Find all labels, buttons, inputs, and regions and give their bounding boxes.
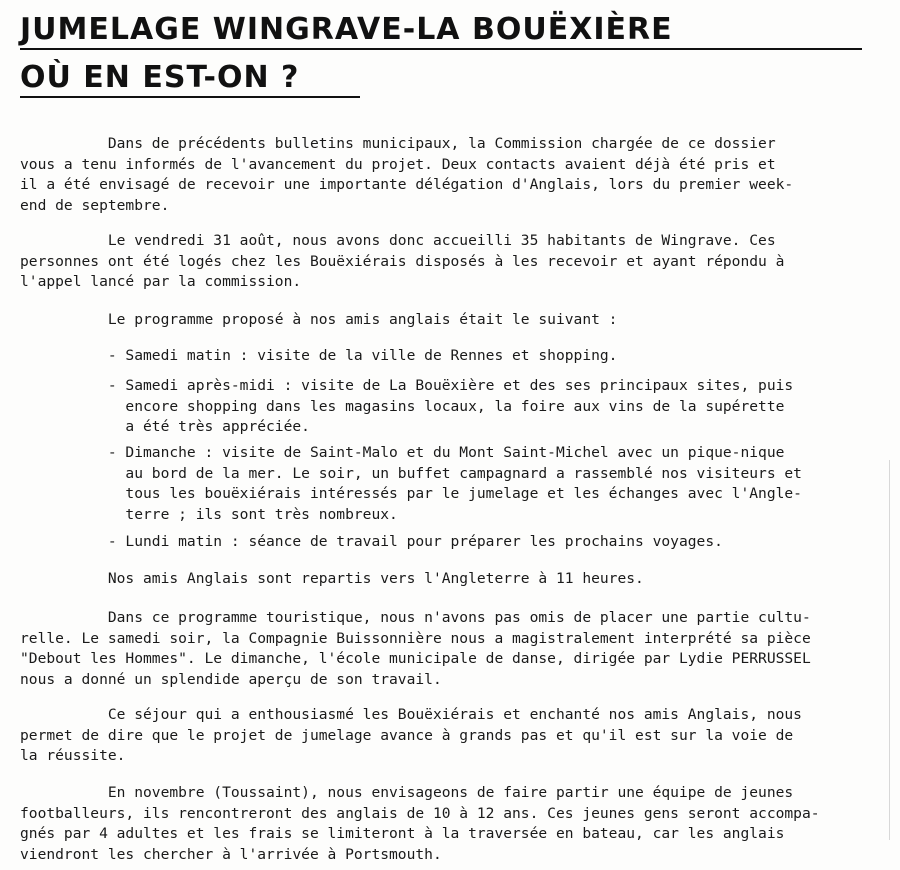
title-line-1: JUMELAGE WINGRAVE-LA BOUËXIÈRE (20, 12, 673, 47)
page-edge-shadow (889, 460, 890, 840)
title-line-2: OÙ EN EST-ON ? (20, 60, 300, 95)
paragraph-departure: Nos amis Anglais sont repartis vers l'Angleterre à 11 heures. (20, 570, 644, 587)
program-item-monday-morning: - Lundi matin : séance de travail pour préparer les prochains voyages. (20, 533, 723, 550)
paragraph-arrival: Le vendredi 31 août, nous avons donc accueilli 35 habitants de Wingrave. Ces personnes ont été logés chez les Bouëxiérais disposés à les recevoir et ayant répondu à l'appel lancé par la commission. (20, 232, 785, 290)
paragraph-intro: Dans de précédents bulletins municipaux, la Commission chargée de ce dossier vous a tenu informés de l'avancement du projet. Deux contacts avaient déjà été pris et il a été envisagé de recevoir une importante délégation d'Anglais, lors du premier week- end de septembre. (20, 135, 794, 214)
paragraph-program-intro: Le programme proposé à nos amis anglais était le suivant : (20, 311, 618, 328)
title-underline-2 (20, 96, 360, 98)
paragraph-november: En novembre (Toussaint), nous envisageons de faire partir une équipe de jeunes footballeurs, ils rencontreront des anglais de 10 à 12 ans. Ces jeunes gens seront accompa- gnés par 4 adultes et les frais se limiteront à la traversée en bateau, car les anglais viendront les chercher à l'arrivée à Portsmouth. (20, 784, 820, 863)
title-underline-1 (20, 48, 862, 50)
program-item-sunday: - Dimanche : visite de Saint-Malo et du Mont Saint-Michel avec un pique-nique au bord de la mer. Le soir, un buffet campagnard a rassemblé nos visiteurs et tous les bouëxiérais intéressés par le jumelage et les échanges avec l'Angle- terre ; ils sont très nombreux. (107, 444, 802, 523)
paragraph-culture: Dans ce programme touristique, nous n'avons pas omis de placer une partie cultu- relle. Le samedi soir, la Compagnie Buissonnière nous a magistralement interprété sa pièce "Debout les Hommes". Le dimanche, l'école municipale de danse, dirigée par Lydie PERRUSSEL nous a donné un splendide aperçu de son travail. (20, 609, 811, 688)
program-item-saturday-afternoon: - Samedi après-midi : visite de La Bouëxière et des ses principaux sites, puis encore shopping dans les magasins locaux, la foire aux vins de la supérette a été très appréciée. (107, 377, 794, 435)
paragraph-success: Ce séjour qui a enthousiasmé les Bouëxiérais et enchanté nos amis Anglais, nous permet de dire que le projet de jumelage avance à grands pas et qu'il est sur la voie de la réussite. (20, 706, 802, 764)
program-item-saturday-morning: - Samedi matin : visite de la ville de Rennes et shopping. (20, 347, 618, 364)
